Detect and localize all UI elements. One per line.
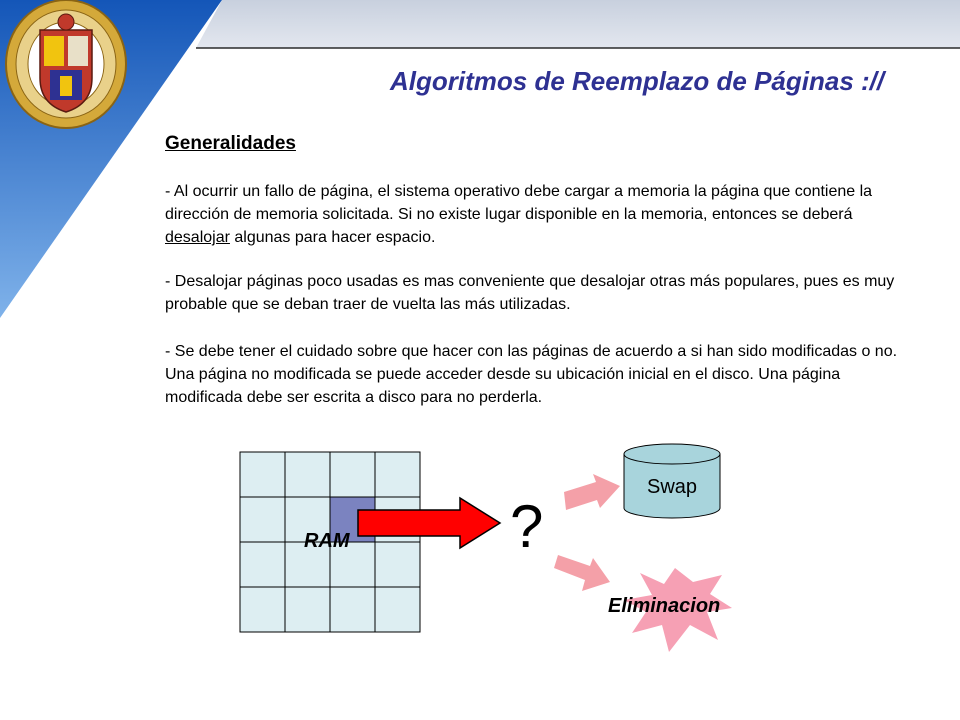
- section-heading: Generalidades: [165, 133, 296, 154]
- question-mark: ?: [510, 493, 544, 560]
- paragraph-modified-pages: - Se debe tener el cuidado sobre que hacer con las páginas de acuerdo a si han sido modificadas o no. Una página no modificada se puede acceder desde su ubicación inicial en el disco. Una página modificada debe ser escrita a disco para no perderla.: [165, 343, 898, 406]
- arrow-to-elimination: [554, 555, 610, 591]
- ram-label: RAM: [304, 530, 350, 552]
- swap-label: Swap: [646, 476, 698, 498]
- paragraph-page-fault-end: algunas para hacer espacio.: [229, 229, 436, 246]
- elimination-label: Eliminacion: [608, 595, 721, 617]
- underlined-term: desalojar: [165, 229, 230, 246]
- paragraph-page-fault-text: - Al ocurrir un fallo de página, el sistema operativo debe cargar a memoria la página que contiene la dirección de memoria solicitada. Si no existe lugar disponible en la memoria, entonces se deberá: [165, 183, 873, 223]
- slide-title: Algoritmos de Reemplazo de Páginas ://: [390, 66, 885, 96]
- arrow-to-swap: [564, 474, 620, 510]
- paragraph-evict-popular: - Desalojar páginas poco usadas es mas conveniente que desalojar otras más populares, pues es muy probable que se deban traer de vuelta las más utilizadas.: [165, 273, 895, 313]
